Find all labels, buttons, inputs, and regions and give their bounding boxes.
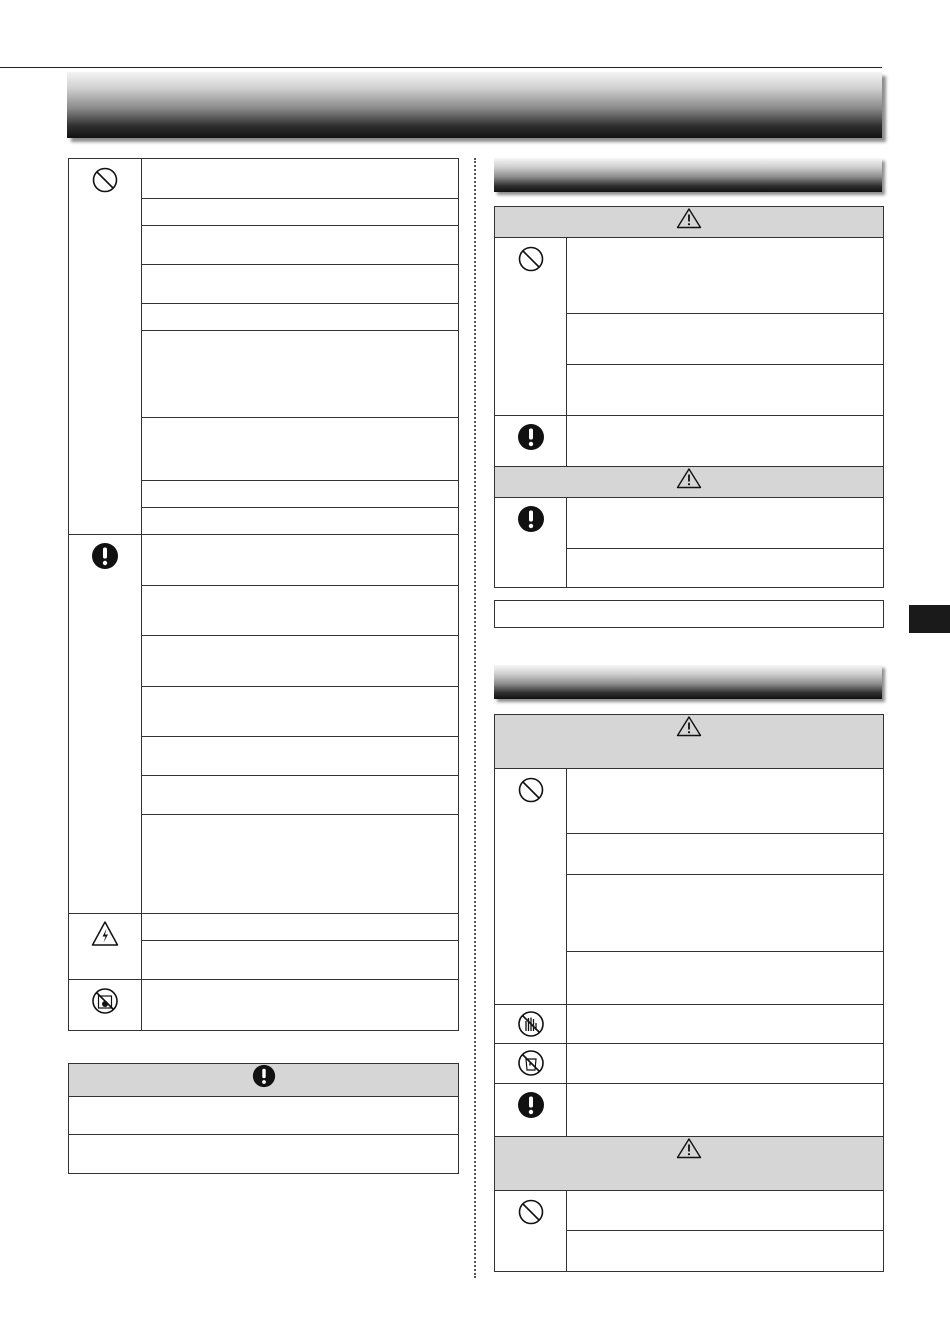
caution-header [495, 467, 884, 498]
column-divider [474, 158, 476, 1278]
right2-row [567, 834, 884, 875]
right-section-1-note [494, 600, 884, 628]
right2-group-1-icon-cell [495, 769, 567, 1005]
left-row [142, 980, 459, 1031]
mandatory-action-icon [91, 542, 119, 570]
left-caution-header [69, 1064, 459, 1097]
mandatory-action-icon [517, 505, 545, 533]
mandatory-action-icon [517, 1091, 545, 1119]
left-row [142, 331, 459, 418]
left-row [142, 776, 459, 815]
left-row [142, 199, 459, 226]
right2-caution-row [567, 1231, 884, 1272]
warning-header [495, 715, 884, 769]
right1-caution-icon-cell [495, 498, 567, 588]
left-row [142, 586, 459, 636]
prohibited-icon [517, 245, 545, 273]
mandatory-action-icon [517, 423, 545, 451]
right2-row [567, 952, 884, 1005]
left-caution-row [69, 1097, 459, 1135]
do-not-disassemble-icon [91, 987, 119, 1015]
left-row [142, 687, 459, 737]
right2-row [567, 1084, 884, 1137]
caution-triangle-icon [676, 715, 702, 737]
right-section-1-table [494, 206, 884, 588]
left-row [142, 737, 459, 776]
right2-row [567, 1005, 884, 1044]
left-caution-table [68, 1063, 459, 1174]
left-row [142, 304, 459, 331]
right2-row [567, 1044, 884, 1084]
right2-group-2-icon-cell [495, 1005, 567, 1044]
side-tab [909, 605, 950, 633]
right2-row [567, 769, 884, 834]
left-row [142, 815, 459, 914]
right1-caution-row [567, 549, 884, 588]
right-section-2-header [494, 665, 882, 699]
caution-header [495, 1137, 884, 1191]
right1-row [567, 238, 884, 314]
right2-row [567, 875, 884, 952]
right2-caution-icon-cell [495, 1191, 567, 1272]
left-group-1-icon-cell [69, 159, 142, 535]
no-water-icon [517, 1049, 545, 1077]
right-section-2-table [494, 714, 884, 1272]
right1-group-2-icon-cell [495, 416, 567, 467]
prohibited-icon [91, 166, 119, 194]
left-row [142, 636, 459, 687]
left-row [142, 265, 459, 304]
left-row [142, 418, 459, 481]
right1-row [567, 365, 884, 416]
right1-caution-row [567, 498, 884, 549]
left-group-3-icon-cell [69, 914, 142, 980]
left-group-2-icon-cell [69, 535, 142, 914]
prohibited-icon [517, 1198, 545, 1226]
left-group-4-icon-cell [69, 980, 142, 1031]
no-wet-hands-icon [517, 1010, 545, 1038]
right2-group-4-icon-cell [495, 1084, 567, 1137]
warning-header [495, 207, 884, 238]
top-rule [0, 67, 882, 68]
electric-shock-warning-icon [91, 920, 119, 948]
right-section-1-header [494, 158, 882, 192]
section-banner [67, 72, 882, 138]
left-safety-table [68, 158, 459, 1031]
left-row [142, 914, 459, 941]
left-caution-row [69, 1135, 459, 1174]
left-row [142, 508, 459, 535]
right2-caution-row [567, 1191, 884, 1231]
left-row [142, 535, 459, 586]
left-row [142, 481, 459, 508]
caution-triangle-icon [676, 207, 702, 229]
note-row [495, 601, 884, 628]
right1-row [567, 416, 884, 467]
left-row [142, 226, 459, 265]
prohibited-icon [517, 776, 545, 804]
left-row [142, 159, 459, 199]
right2-group-3-icon-cell [495, 1044, 567, 1084]
caution-triangle-icon [676, 1137, 702, 1159]
caution-triangle-icon [676, 467, 702, 489]
right1-group-1-icon-cell [495, 238, 567, 416]
right1-row [567, 314, 884, 365]
mandatory-action-icon [252, 1064, 276, 1088]
left-row [142, 941, 459, 980]
